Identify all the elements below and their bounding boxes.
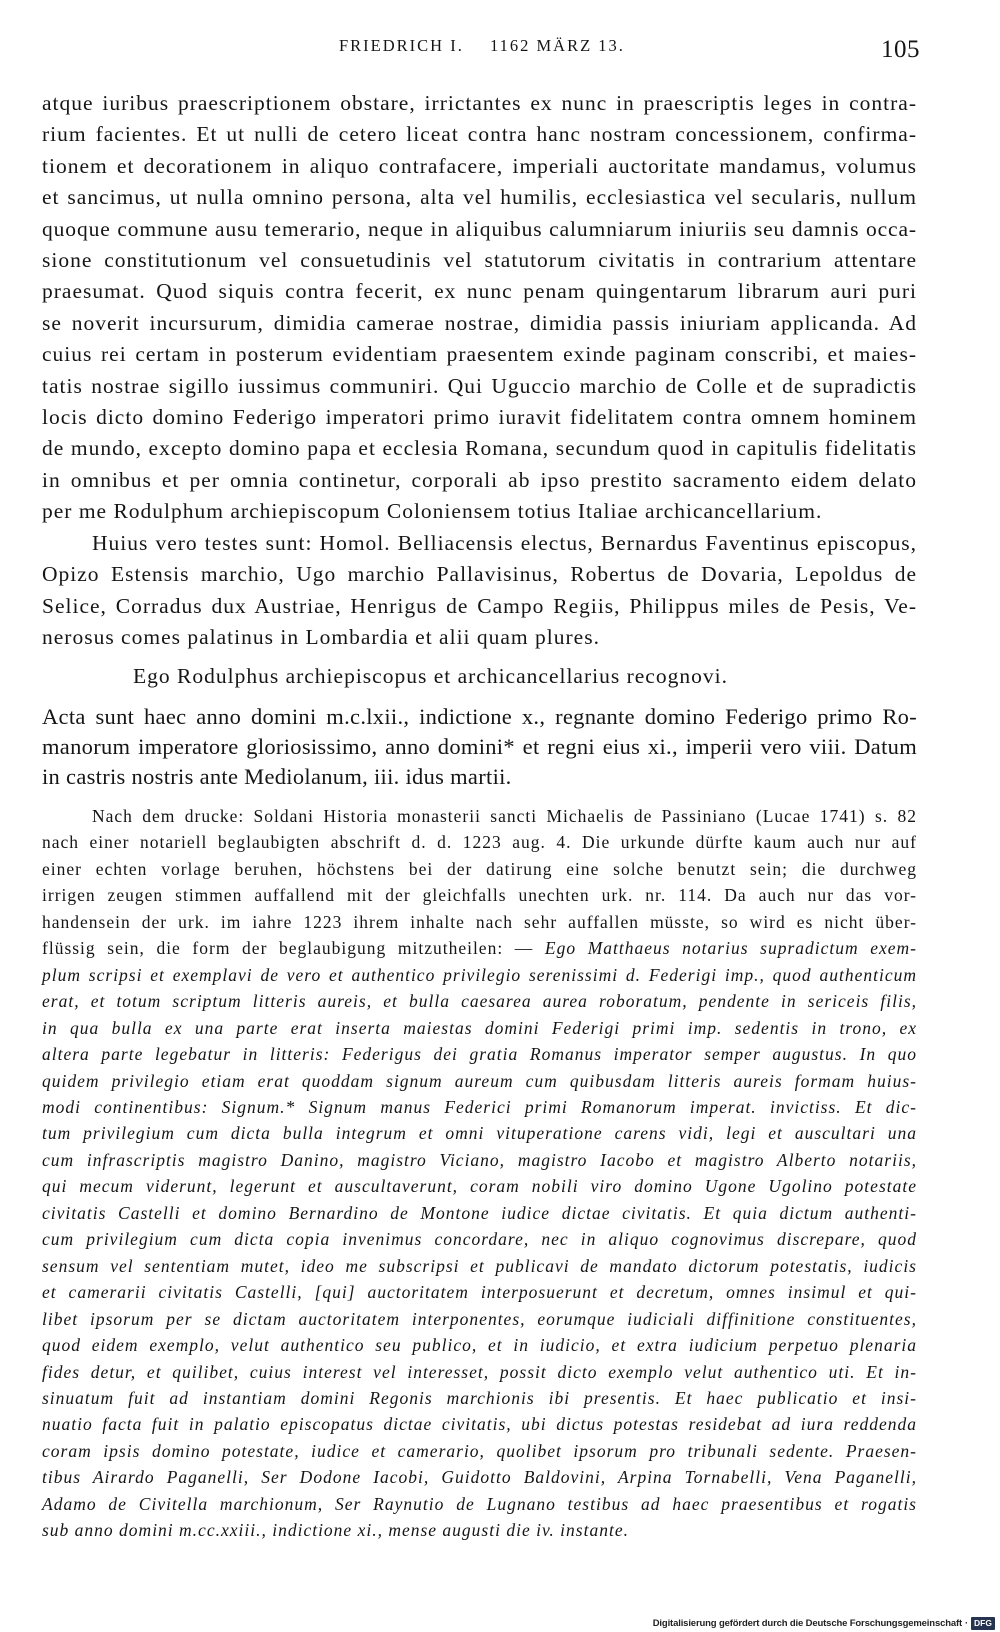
text-line: de mundo, excepto domino papa et ecclesia Romana, secundum quod in capitulis fidelitatis <box>42 436 917 461</box>
note-line: nach einer notariell beglaubigten abschrift d. d. 1223 aug. 4. Die urkunde dürfte kaum auch nur auf <box>42 832 917 853</box>
text-line: tatis nostrae sigillo iussimus communiri. Qui Uguccio marchio de Colle et de supradictis <box>42 373 917 398</box>
page-number: 105 <box>881 36 920 63</box>
running-head-date: 1162 MÄRZ 13. <box>490 36 625 55</box>
note-line: irrigen zeugen stimmen auffallend mit der gleichfalls unechten urk. nr. 114. Da auch nur das vor- <box>42 885 917 906</box>
text-line: atque iuribus praescriptionem obstare, irrictantes ex nunc in praescriptis leges in contra- <box>42 91 917 115</box>
note-line: altera parte legebatur in litteris: Federigus dei gratia Romanus imperator semper augustus. In quo <box>42 1044 917 1065</box>
note-line-italic-part: Ego Matthaeus notarius supradictum exem- <box>544 938 917 959</box>
note-line: qui mecum viderunt, legerunt et auscultaverunt, coram nobili viro domino Ugone Ugolino potestate <box>42 1176 917 1197</box>
witness-line: Huius vero testes sunt: Homol. Belliacensis electus, Bernardus Faventinus episcopus, <box>92 530 917 555</box>
note-line-roman-part: flüssig sein, die form der beglaubigung mitzutheilen: — <box>42 938 534 959</box>
text-line: tionem et decorationem in aliquo contrafacere, imperiali auctoritate mandamus, volumus <box>42 153 917 178</box>
note-line: sensum vel sententiam mutet, ideo me subscripsi et publicavi de mandato dictorum potestatis, iudicis <box>42 1255 917 1276</box>
digitization-credit <box>653 1616 995 1630</box>
note-line: Adamo de Civitella marchionum, Ser Raynutio de Lugnano testibus ad haec praesentibus et rogatis <box>42 1493 917 1514</box>
note-line: coram ipsis domino potestate, iudice et camerario, quolibet ipsorum pro tribunali sedente. Praesen- <box>42 1440 917 1461</box>
text-line: se noverit incursurum, dimidia camerae nostrae, dimidia passis iniuriam applicanda. Ad <box>42 310 917 335</box>
text-line: sione constitutionum vel consuetudinis vel statutorum civitatis in contrarium attentare <box>42 248 917 273</box>
dating-clause <box>42 702 917 792</box>
dating-line: in castris nostris ante Mediolanum, iii. idus martii. <box>42 764 512 789</box>
note-line: nuatio facta fuit in palatio episcopatus dictae civitatis, ubi dictus potestas residebat ad iura reddenda <box>42 1414 917 1435</box>
dating-line: Acta sunt haec anno domini m.c.lxii., indictione x., regnante domino Federigo primo Ro- <box>42 704 917 729</box>
note-line: quidem privilegio etiam erat quoddam signum aureum cum quibusdam litteris aureis formam huius- <box>42 1070 917 1091</box>
running-head-ruler: FRIEDRICH I. <box>339 36 464 55</box>
text-line: locis dicto domino Federigo imperatori primo iuravit fidelitatem contra omnem hominem <box>42 405 917 430</box>
text-line: quoque commune ausu temerario, neque in aliquibus calumniarum iniuriis seu damnis occa- <box>42 216 917 241</box>
note-line: einer echten vorlage beruhen, höchstens bei der datirung eine solche benutzt sein; die durchweg <box>42 858 917 879</box>
recognition-line: Ego Rodulphus archiepiscopus et archicancellarius recognovi. <box>133 664 728 688</box>
note-line: sub anno domini m.cc.xxiii., indictione xi., mense augusti die iv. instante. <box>42 1520 629 1541</box>
note-line: fides detur, et quilibet, cuius interest vel interesset, possit dicto exemplo velut authentico uti. Et in- <box>42 1361 917 1382</box>
text-line: per me Rodulphum archiepiscopum Coloniensem totius Italiae archicancellarium. <box>42 499 823 524</box>
note-line: in qua bulla ex una parte erat inserta maiestas domini Federigi primi imp. sedentis in trono, ex <box>42 1017 917 1038</box>
dating-line: manorum imperatore gloriosissimo, anno domini* et regni eius xi., imperii vero viii. Datum <box>42 734 917 759</box>
note-line: libet ipsorum per se dictam auctoritatem interponentes, eorumque iudiciali diffinitione constituentes, <box>42 1308 917 1329</box>
note-line: handensein der urk. im iahre 1223 ihrem inhalte nach sehr auffallen müsste, so wird es nicht über- <box>42 911 917 932</box>
charter-text <box>42 88 917 653</box>
note-line: cum privilegium cum dicta copia invenimus concordare, nec in aliquo cognovimus discrepare, quod <box>42 1229 917 1250</box>
recognition-block <box>42 660 917 692</box>
credit-text: Digitalisierung gefördert durch die Deutsche Forschungsgemeinschaft <box>652 1617 963 1629</box>
text-line: et sancimus, ut nulla omnino persona, alta vel humilis, ecclesiastica vel secularis, nullum <box>42 185 917 210</box>
witness-line: nerosus comes palatinus in Lombardia et alii quam plures. <box>42 624 600 649</box>
text-line: cuius rei certam in posterum evidentiam praesentem exinde paginam conscribi, et maies- <box>42 342 917 367</box>
dfg-logo: DFG <box>971 1617 995 1630</box>
note-line: civitatis Castelli et domino Bernardino de Montone iudice dictae civitatis. Et quia dictum authenti- <box>42 1202 917 1223</box>
note-line <box>42 935 917 961</box>
witness-line: Opizo Estensis marchio, Ugo marchio Pallavisinus, Robertus de Dovaria, Lepoldus de <box>42 562 917 587</box>
note-line: modi continentibus: Signum.* Signum manus Federici primi Romanorum imperat. invictiss. Et dic- <box>42 1096 917 1117</box>
note-line: plum scripsi et exemplavi de vero et authentico privilegio serenissimi d. Federigi imp., quod authenticum <box>42 964 917 985</box>
note-line: et camerarii civitatis Castelli, [qui] auctoritatem interposuerunt et decretum, omnes insimul et qui- <box>42 1282 917 1303</box>
text-line: praesumat. Quod siquis contra fecerit, ex nunc penam quingentarum librarum auri puri <box>42 279 917 304</box>
text-line: in omnibus et per omnia continetur, corporali ab ipso prestito sacramento eidem delato <box>42 467 917 492</box>
text-line: rium facientes. Et ut nulli de cetero liceat contra hanc nostram concessionem, confirma- <box>42 122 917 147</box>
note-line: tibus Airardo Paganelli, Ser Dodone Iacobi, Guidotto Baldovini, Arpina Tornabelli, Vena Paganelli, <box>42 1467 917 1488</box>
note-line: Nach dem drucke: Soldani Historia monasterii sancti Michaelis de Passiniano (Lucae 1741) s. 82 <box>92 806 917 826</box>
credit-separator: · <box>965 1617 969 1629</box>
note-line: tum privilegium cum dicta bulla integrum et omni vituperatione carens vidi, legi et auscultari una <box>42 1123 917 1144</box>
note-line: erat, et totum scriptum litteris aureis, et bulla caesarea aurea roboratum, pendente in sericeis filis, <box>42 991 917 1012</box>
witness-line: Selice, Corradus dux Austriae, Henrigus de Campo Regiis, Philippus miles de Pesis, Ve- <box>42 593 917 618</box>
editorial-note <box>42 803 917 1544</box>
note-line: quod eidem exemplo, velut authentico seu publico, et in iudicio, et extra iudicium perpetuo plenaria <box>42 1335 917 1356</box>
note-line: cum infrascriptis magistro Danino, magistro Viciano, magistro Iacobo et magistro Alberto notariis, <box>42 1149 917 1170</box>
note-line: sinuatum fuit ad instantiam domini Regonis marchionis ibi presentis. Et haec publicatio et insi- <box>42 1387 917 1408</box>
